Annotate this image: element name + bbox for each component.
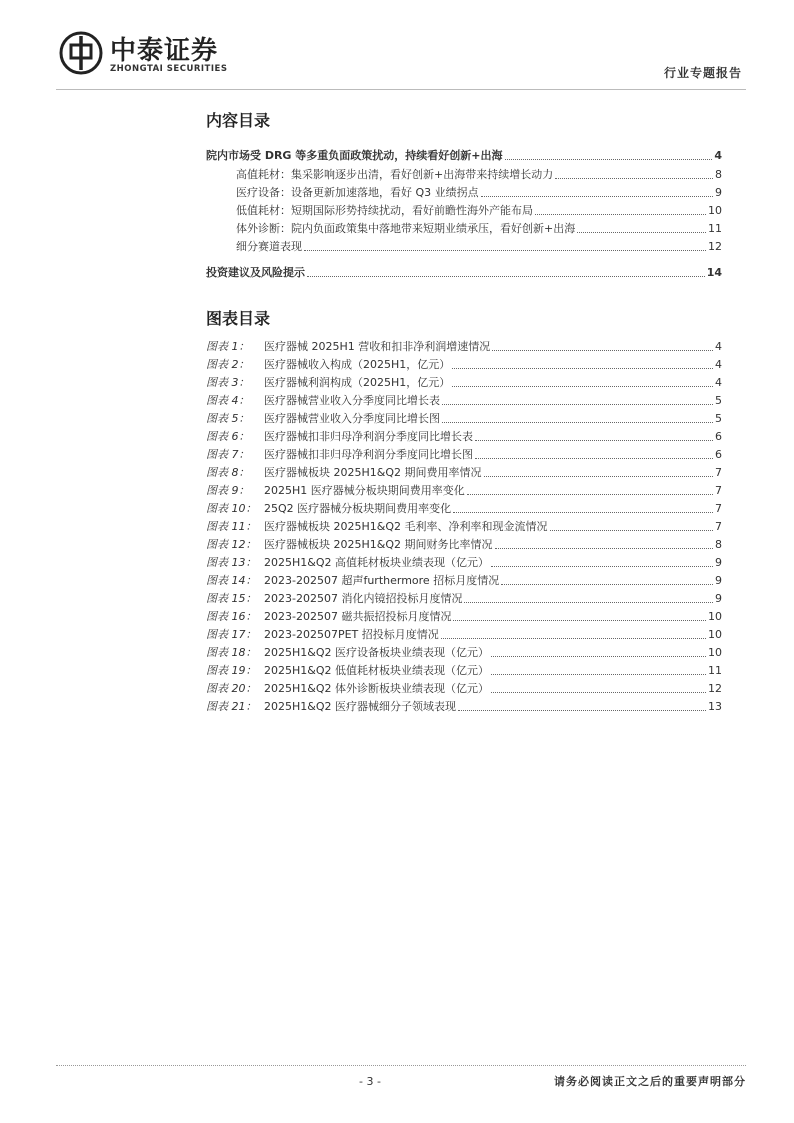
figure-entry[interactable] [206, 448, 722, 462]
dot-leader [495, 548, 714, 549]
figure-page: 7 [715, 466, 722, 479]
figure-entry[interactable] [206, 430, 722, 444]
figure-entry[interactable] [206, 340, 722, 354]
figure-number: 图表 20： [206, 682, 257, 695]
figure-number: 图表 5： [206, 412, 250, 425]
figure-label: 医疗器械扣非归母净利润分季度同比增长表 [264, 430, 473, 443]
figure-entry[interactable] [206, 628, 722, 642]
toc-entry[interactable] [236, 186, 722, 200]
report-type-label: 行业专题报告 [663, 66, 742, 80]
figure-entry[interactable] [206, 358, 722, 372]
zhongtai-logo-icon [58, 30, 104, 76]
figure-number: 图表 10： [206, 502, 257, 515]
figure-page: 4 [715, 340, 722, 353]
figure-entry[interactable] [206, 574, 722, 588]
figure-page: 6 [715, 430, 722, 443]
contents-title: 内容目录 [206, 111, 271, 130]
figure-number: 图表 15： [206, 592, 257, 605]
toc-entry[interactable] [236, 222, 722, 236]
dot-leader [307, 276, 705, 277]
figure-page: 11 [708, 664, 722, 677]
figure-label: 医疗器械板块 2025H1&Q2 毛利率、净利率和现金流情况 [264, 520, 548, 533]
toc-entry-label: 低值耗材：短期国际形势持续扰动，看好前瞻性海外产能布局 [236, 204, 533, 217]
toc-entry-page: 12 [708, 240, 722, 253]
figure-entry[interactable] [206, 376, 722, 390]
dot-leader [555, 178, 713, 179]
figure-number: 图表 16： [206, 610, 257, 623]
figure-number: 图表 18： [206, 646, 257, 659]
dot-leader [304, 250, 706, 251]
toc-entry[interactable] [236, 168, 722, 182]
page-header [56, 28, 746, 90]
toc-entry[interactable] [236, 204, 722, 218]
figure-entry[interactable] [206, 646, 722, 660]
figure-label: 2025H1&Q2 低值耗材板块业绩表现（亿元） [264, 664, 489, 677]
figure-page: 10 [708, 628, 722, 641]
dot-leader [452, 386, 713, 387]
toc-entry-label: 院内市场受 DRG 等多重负面政策扰动，持续看好创新+出海 [206, 149, 503, 162]
figure-number: 图表 11： [206, 520, 257, 533]
dot-leader [491, 674, 706, 675]
figure-entry[interactable] [206, 682, 722, 696]
figure-page: 9 [715, 556, 722, 569]
figure-entry[interactable] [206, 556, 722, 570]
figure-number: 图表 6： [206, 430, 250, 443]
figure-label: 医疗器械板块 2025H1&Q2 期间费用率情况 [264, 466, 482, 479]
figure-label: 医疗器械营业收入分季度同比增长表 [264, 394, 440, 407]
figure-page: 7 [715, 502, 722, 515]
logo-chinese-text: 中泰证券 [110, 36, 219, 66]
toc-entry[interactable] [206, 266, 722, 280]
dot-leader [452, 368, 713, 369]
dot-leader [492, 350, 713, 351]
figure-page: 5 [715, 412, 722, 425]
figure-number: 图表 7： [206, 448, 250, 461]
dot-leader [464, 602, 713, 603]
figure-label: 2023-202507 磁共振招投标月度情况 [264, 610, 452, 623]
dot-leader [475, 458, 713, 459]
dot-leader [577, 232, 706, 233]
figure-label: 25Q2 医疗器械分板块期间费用率变化 [264, 502, 452, 515]
figure-entry[interactable] [206, 700, 722, 714]
toc-entry-label: 高值耗材：集采影响逐步出清，看好创新+出海带来持续增长动力 [236, 168, 554, 181]
figure-page: 10 [708, 610, 722, 623]
dot-leader [484, 476, 714, 477]
toc-entry-page: 8 [715, 168, 722, 181]
figure-entry[interactable] [206, 394, 722, 408]
figure-entry[interactable] [206, 520, 722, 534]
figure-page: 10 [708, 646, 722, 659]
figure-page: 5 [715, 394, 722, 407]
dot-leader [491, 692, 706, 693]
dot-leader [491, 656, 706, 657]
figure-label: 2025H1 医疗器械分板块期间费用率变化 [264, 484, 465, 497]
dot-leader [453, 620, 706, 621]
footer-divider [56, 1065, 746, 1066]
page-number: - 3 - [359, 1075, 381, 1088]
figure-page: 4 [715, 358, 722, 371]
toc-entry-page: 10 [708, 204, 722, 217]
figure-entry[interactable] [206, 592, 722, 606]
dot-leader [458, 710, 706, 711]
toc-entry-page: 9 [715, 186, 722, 199]
figure-page: 4 [715, 376, 722, 389]
dot-leader [441, 638, 706, 639]
figure-label: 2023-202507PET 招投标月度情况 [264, 628, 439, 641]
figure-entry[interactable] [206, 502, 722, 516]
toc-entry-page: 11 [708, 222, 722, 235]
toc-entry-page: 4 [714, 149, 722, 162]
toc-entry[interactable] [236, 240, 722, 254]
figure-number: 图表 14： [206, 574, 257, 587]
figure-entry[interactable] [206, 466, 722, 480]
figure-number: 图表 1： [206, 340, 250, 353]
figure-page: 12 [708, 682, 722, 695]
figure-number: 图表 9： [206, 484, 250, 497]
toc-entry[interactable] [206, 149, 722, 163]
figure-page: 9 [715, 592, 722, 605]
figure-number: 图表 13： [206, 556, 257, 569]
figure-number: 图表 21： [206, 700, 257, 713]
company-logo [56, 28, 266, 84]
figure-label: 医疗器械扣非归母净利润分季度同比增长图 [264, 448, 473, 461]
figure-entry[interactable] [206, 610, 722, 624]
figure-label: 医疗器械营业收入分季度同比增长图 [264, 412, 440, 425]
figure-label: 2025H1&Q2 医疗设备板块业绩表现（亿元） [264, 646, 489, 659]
dot-leader [475, 440, 713, 441]
figure-label: 医疗器械利润构成（2025H1，亿元） [264, 376, 451, 389]
figure-label: 2023-202507 消化内镜招投标月度情况 [264, 592, 463, 605]
toc-entry-label: 细分赛道表现 [236, 240, 302, 253]
logo-english-text: ZHONGTAI SECURITIES [110, 64, 228, 74]
dot-leader [453, 512, 713, 513]
dot-leader [505, 159, 713, 160]
figure-page: 13 [708, 700, 722, 713]
figure-label: 医疗器械收入构成（2025H1，亿元） [264, 358, 451, 371]
figure-entry[interactable] [206, 664, 722, 678]
figure-page: 8 [715, 538, 722, 551]
dot-leader [491, 566, 713, 567]
figure-entry[interactable] [206, 412, 722, 426]
figure-entry[interactable] [206, 484, 722, 498]
figure-label: 2025H1&Q2 高值耗材板块业绩表现（亿元） [264, 556, 489, 569]
figure-number: 图表 17： [206, 628, 257, 641]
figure-number: 图表 19： [206, 664, 257, 677]
figure-page: 7 [715, 484, 722, 497]
figure-page: 6 [715, 448, 722, 461]
figure-label: 2023-202507 超声furthermore 招标月度情况 [264, 574, 500, 587]
figure-label: 医疗器械 2025H1 营收和扣非净利润增速情况 [264, 340, 491, 353]
figure-label: 医疗器械板块 2025H1&Q2 期间财务比率情况 [264, 538, 493, 551]
figure-number: 图表 12： [206, 538, 257, 551]
figure-page: 9 [715, 574, 722, 587]
dot-leader [535, 214, 706, 215]
figure-entry[interactable] [206, 538, 722, 552]
dot-leader [442, 404, 713, 405]
figure-number: 图表 8： [206, 466, 250, 479]
figure-page: 7 [715, 520, 722, 533]
toc-entry-label: 医疗设备：设备更新加速落地，看好 Q3 业绩拐点 [236, 186, 479, 199]
dot-leader [442, 422, 713, 423]
toc-entry-label: 投资建议及风险提示 [206, 266, 305, 279]
figure-number: 图表 3： [206, 376, 250, 389]
toc-entry-label: 体外诊断：院内负面政策集中落地带来短期业绩承压，看好创新+出海 [236, 222, 576, 235]
dot-leader [501, 584, 713, 585]
figure-number: 图表 2： [206, 358, 250, 371]
figure-number: 图表 4： [206, 394, 250, 407]
figure-label: 2025H1&Q2 体外诊断板块业绩表现（亿元） [264, 682, 489, 695]
figure-label: 2025H1&Q2 医疗器械细分子领域表现 [264, 700, 456, 713]
figures-title: 图表目录 [206, 309, 271, 328]
dot-leader [550, 530, 714, 531]
dot-leader [467, 494, 713, 495]
toc-entry-page: 14 [706, 266, 722, 279]
footer-disclaimer: 请务必阅读正文之后的重要声明部分 [554, 1075, 746, 1088]
dot-leader [481, 196, 713, 197]
